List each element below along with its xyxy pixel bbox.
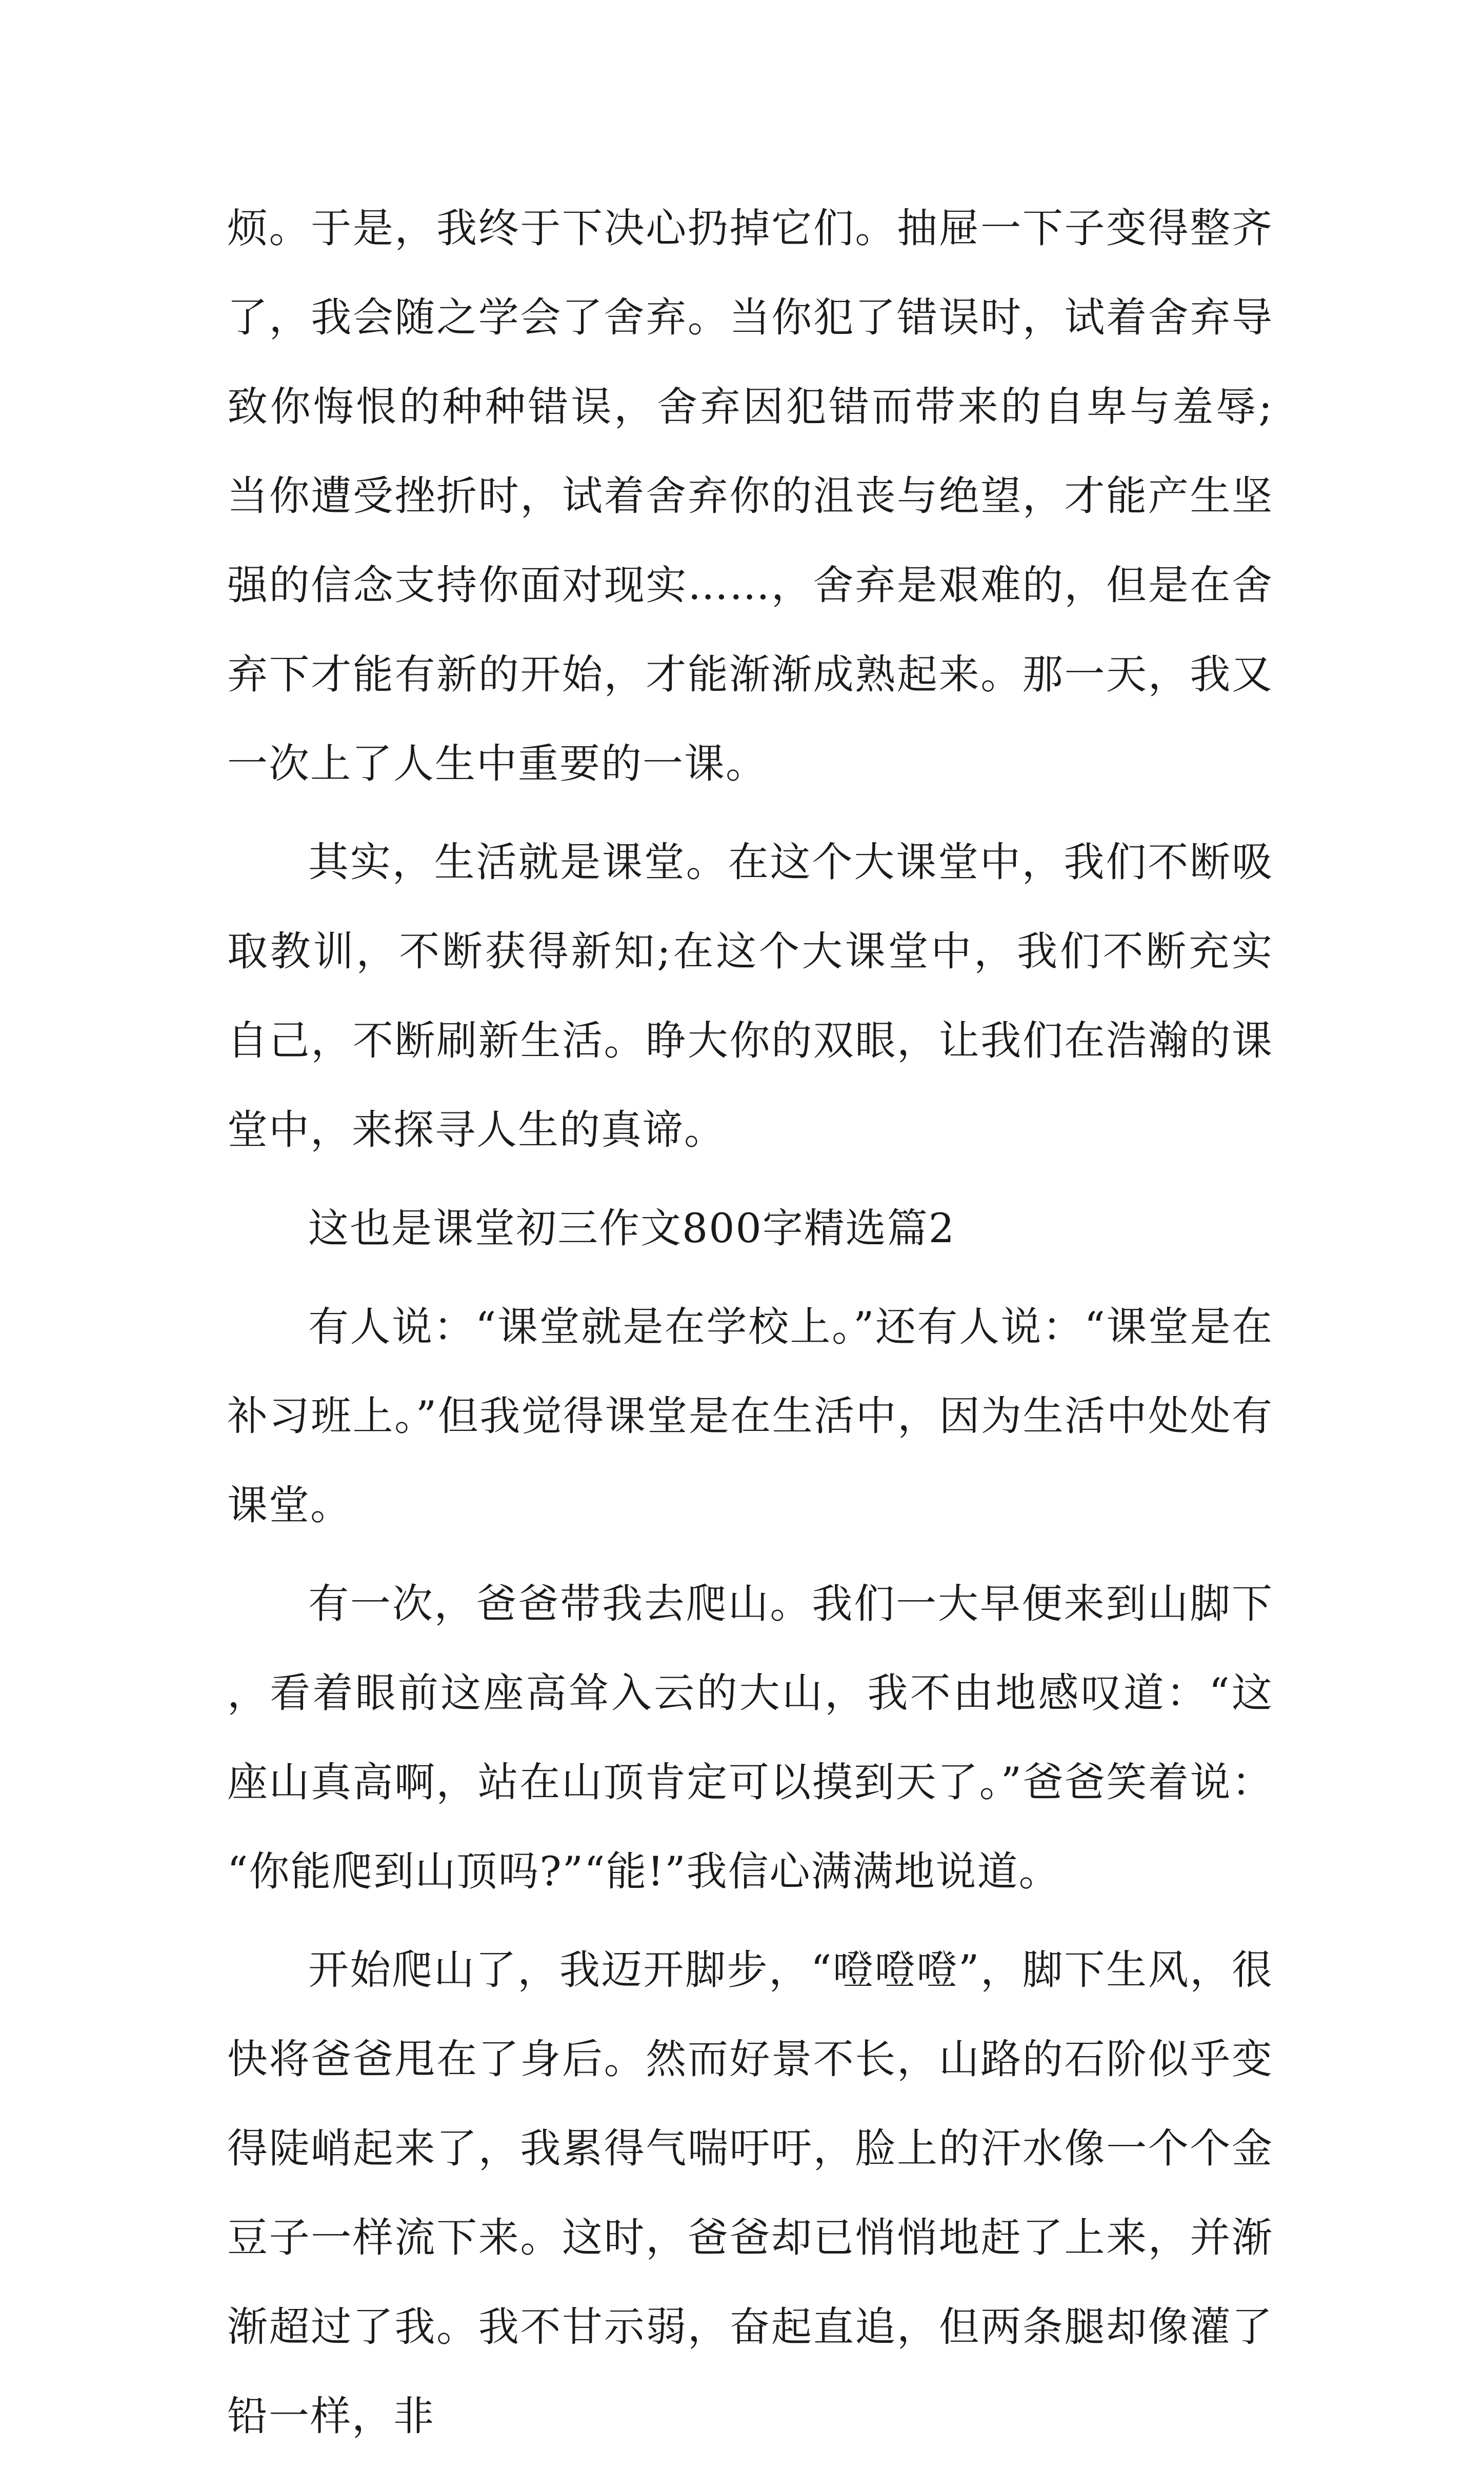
paragraph-opening: 有人说：“课堂就是在学校上。”还有人说：“课堂是在补习班上。”但我觉得课堂是在生活中，因为生活中处处有课堂。: [227, 1303, 1273, 1529]
paragraph-climbing-start: 开始爬山了，我迈开脚步，“噔噔噔”，脚下生风，很快将爸爸甩在了身后。然而好景不长，山路的石阶似乎变得陡峭起来了，我累得气喘吁吁，脸上的汗水像一个个金豆子一样流下来。这时，爸爸却已悄悄地赶了上来，并渐渐超过了我。我不甘示弱，奋起直追，但两条腿却像灌了铅一样，非: [227, 1946, 1273, 2440]
essay-heading: 这也是课堂初三作文800字精选篇2: [308, 1205, 956, 1252]
paragraph-life-is-classroom: 其实，生活就是课堂。在这个大课堂中，我们不断吸取教训，不断获得新知;在这个大课堂中，我们不断充实自己，不断刷新生活。睁大你的双眼，让我们在浩瀚的课堂中，来探寻人生的真谛。: [227, 839, 1273, 1153]
document-body: [227, 184, 1273, 2470]
paragraph-climbing-trip: 有一次，爸爸带我去爬山。我们一大早便来到山脚下，看着眼前这座高耸入云的大山，我不由地感叹道：“这座山真高啊，站在山顶肯定可以摸到天了。”爸爸笑着说：“你能爬到山顶吗?”“能!”我信心满满地说道。: [227, 1580, 1273, 1895]
paragraph-letting-go: 烦。于是，我终于下决心扔掉它们。抽屉一下子变得整齐了，我会随之学会了舍弃。当你犯了错误时，试着舍弃导致你悔恨的种种错误，舍弃因犯错而带来的自卑与羞辱;当你遭受挫折时，试着舍弃你的沮丧与绝望，才能产生坚强的信念支持你面对现实……，舍弃是艰难的，但是在舍弃下才能有新的开始，才能渐渐成熟起来。那一天，我又一次上了人生中重要的一课。: [227, 205, 1273, 787]
